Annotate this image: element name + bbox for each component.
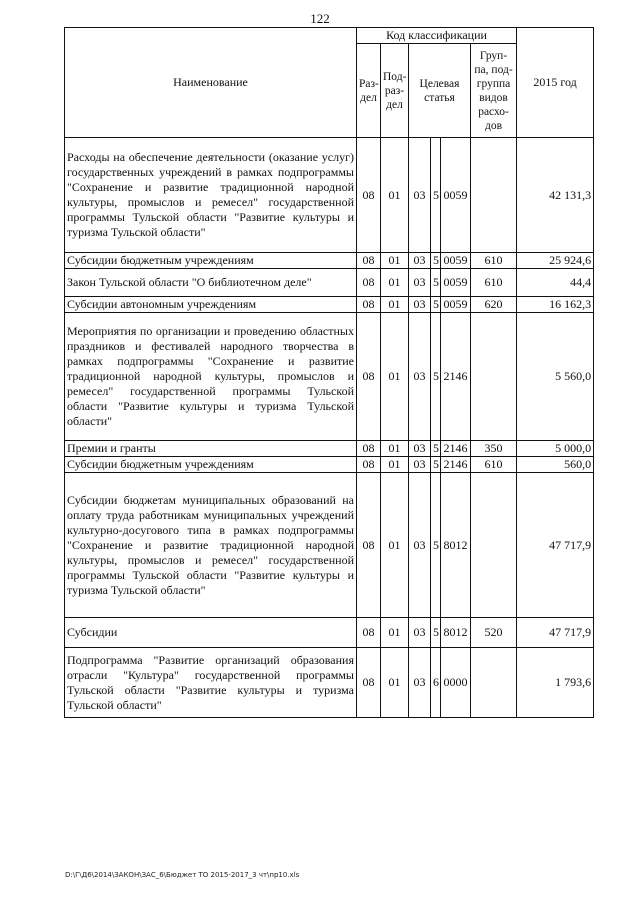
row-target-program: 03 (409, 648, 431, 718)
row-amount: 47 717,9 (517, 618, 594, 648)
row-amount: 560,0 (517, 457, 594, 473)
row-subsection: 01 (381, 441, 409, 457)
header-classification: Код классификации (357, 28, 517, 44)
table-row (65, 648, 594, 718)
row-target-direction: 2146 (441, 457, 471, 473)
row-subsection: 01 (381, 648, 409, 718)
table-row (65, 253, 594, 269)
row-name: Премии и гранты (65, 441, 357, 457)
header-name: Наименование (65, 28, 357, 138)
row-target-program: 03 (409, 138, 431, 253)
row-expense-group (471, 648, 517, 718)
row-subsection: 01 (381, 618, 409, 648)
table-row (65, 297, 594, 313)
header-target-article: Целевая статья (409, 44, 471, 138)
row-subsection: 01 (381, 297, 409, 313)
row-target-direction: 0059 (441, 253, 471, 269)
row-target-program: 03 (409, 253, 431, 269)
header-section: Раз- дел (357, 44, 381, 138)
row-section: 08 (357, 441, 381, 457)
row-target-subprogram: 5 (431, 253, 441, 269)
row-target-direction: 0059 (441, 297, 471, 313)
header-expense-group: Груп- па, под- группа видов расхо- дов (471, 44, 517, 138)
row-section: 08 (357, 313, 381, 441)
table-row (65, 441, 594, 457)
row-name: Субсидии бюджетным учреждениям (65, 457, 357, 473)
row-target-subprogram: 5 (431, 473, 441, 618)
row-name: Субсидии бюджетным учреждениям (65, 253, 357, 269)
row-name: Субсидии автономным учреждениям (65, 297, 357, 313)
table-row (65, 473, 594, 618)
row-section: 08 (357, 253, 381, 269)
budget-table (64, 27, 594, 718)
row-target-subprogram: 5 (431, 618, 441, 648)
row-expense-group (471, 138, 517, 253)
file-path-footer: D:\Г\Д6\2014\ЗАКОН\ЗАС_6\Бюджет ТО 2015-2017_3 чт\пр10.xls (65, 871, 300, 879)
row-target-direction: 0000 (441, 648, 471, 718)
row-target-program: 03 (409, 618, 431, 648)
row-amount: 25 924,6 (517, 253, 594, 269)
row-section: 08 (357, 457, 381, 473)
header-year: 2015 год (517, 28, 594, 138)
table-row (65, 457, 594, 473)
table-row (65, 313, 594, 441)
row-amount: 16 162,3 (517, 297, 594, 313)
table-row (65, 138, 594, 253)
row-subsection: 01 (381, 138, 409, 253)
row-section: 08 (357, 648, 381, 718)
row-name: Расходы на обеспечение деятельности (оказание услуг) государственных учреждений в рамках подпрограммы "Сохранение и развитие традиционной народной культуры, промыслов и ремесел" государственной программы Тульской области "Развитие культуры и туризма Тульской области" (65, 138, 357, 253)
header-subsection: Под- раз- дел (381, 44, 409, 138)
row-name: Субсидии (65, 618, 357, 648)
row-amount: 5 000,0 (517, 441, 594, 457)
row-expense-group: 610 (471, 457, 517, 473)
row-expense-group: 350 (471, 441, 517, 457)
row-target-direction: 8012 (441, 618, 471, 648)
row-section: 08 (357, 618, 381, 648)
row-target-subprogram: 5 (431, 269, 441, 297)
row-subsection: 01 (381, 457, 409, 473)
row-amount: 1 793,6 (517, 648, 594, 718)
row-target-program: 03 (409, 297, 431, 313)
row-subsection: 01 (381, 473, 409, 618)
row-target-direction: 2146 (441, 441, 471, 457)
table-row (65, 269, 594, 297)
row-expense-group: 520 (471, 618, 517, 648)
row-amount: 44,4 (517, 269, 594, 297)
row-name: Субсидии бюджетам муниципальных образований на оплату труда работникам муниципальных учреждений культурно-досугового типа в рамках подпрограммы "Сохранение и развитие традиционной народной культуры, промыслов и ремесел" государственной программы Тульской области "Развитие культуры и туризма Тульской области" (65, 473, 357, 618)
row-expense-group (471, 473, 517, 618)
row-target-subprogram: 5 (431, 441, 441, 457)
row-amount: 42 131,3 (517, 138, 594, 253)
row-target-subprogram: 5 (431, 138, 441, 253)
row-expense-group (471, 313, 517, 441)
row-expense-group: 610 (471, 269, 517, 297)
row-section: 08 (357, 473, 381, 618)
row-target-subprogram: 5 (431, 457, 441, 473)
page-number: 122 (310, 11, 330, 26)
row-section: 08 (357, 138, 381, 253)
row-amount: 47 717,9 (517, 473, 594, 618)
row-target-direction: 2146 (441, 313, 471, 441)
row-section: 08 (357, 269, 381, 297)
table-row (65, 618, 594, 648)
row-target-program: 03 (409, 441, 431, 457)
row-target-subprogram: 5 (431, 297, 441, 313)
row-target-direction: 0059 (441, 138, 471, 253)
row-name: Мероприятия по организации и проведению областных праздников и фестивалей народного творчества в рамках подпрограммы "Сохранение и развитие традиционной народной культуры, промыслов и ремесел" государственной программы Тульской области "Развитие культуры и туризма Тульской области" (65, 313, 357, 441)
row-subsection: 01 (381, 253, 409, 269)
row-subsection: 01 (381, 313, 409, 441)
row-name: Закон Тульской области "О библиотечном деле" (65, 269, 357, 297)
row-target-program: 03 (409, 473, 431, 618)
row-target-subprogram: 6 (431, 648, 441, 718)
row-subsection: 01 (381, 269, 409, 297)
row-section: 08 (357, 297, 381, 313)
row-expense-group: 620 (471, 297, 517, 313)
row-amount: 5 560,0 (517, 313, 594, 441)
row-target-subprogram: 5 (431, 313, 441, 441)
row-target-program: 03 (409, 269, 431, 297)
row-target-program: 03 (409, 313, 431, 441)
row-target-program: 03 (409, 457, 431, 473)
row-name: Подпрограмма "Развитие организаций образования отрасли "Культура" государственной программы Тульской области "Развитие культуры и туризма Тульской области" (65, 648, 357, 718)
row-target-direction: 0059 (441, 269, 471, 297)
row-expense-group: 610 (471, 253, 517, 269)
row-target-direction: 8012 (441, 473, 471, 618)
